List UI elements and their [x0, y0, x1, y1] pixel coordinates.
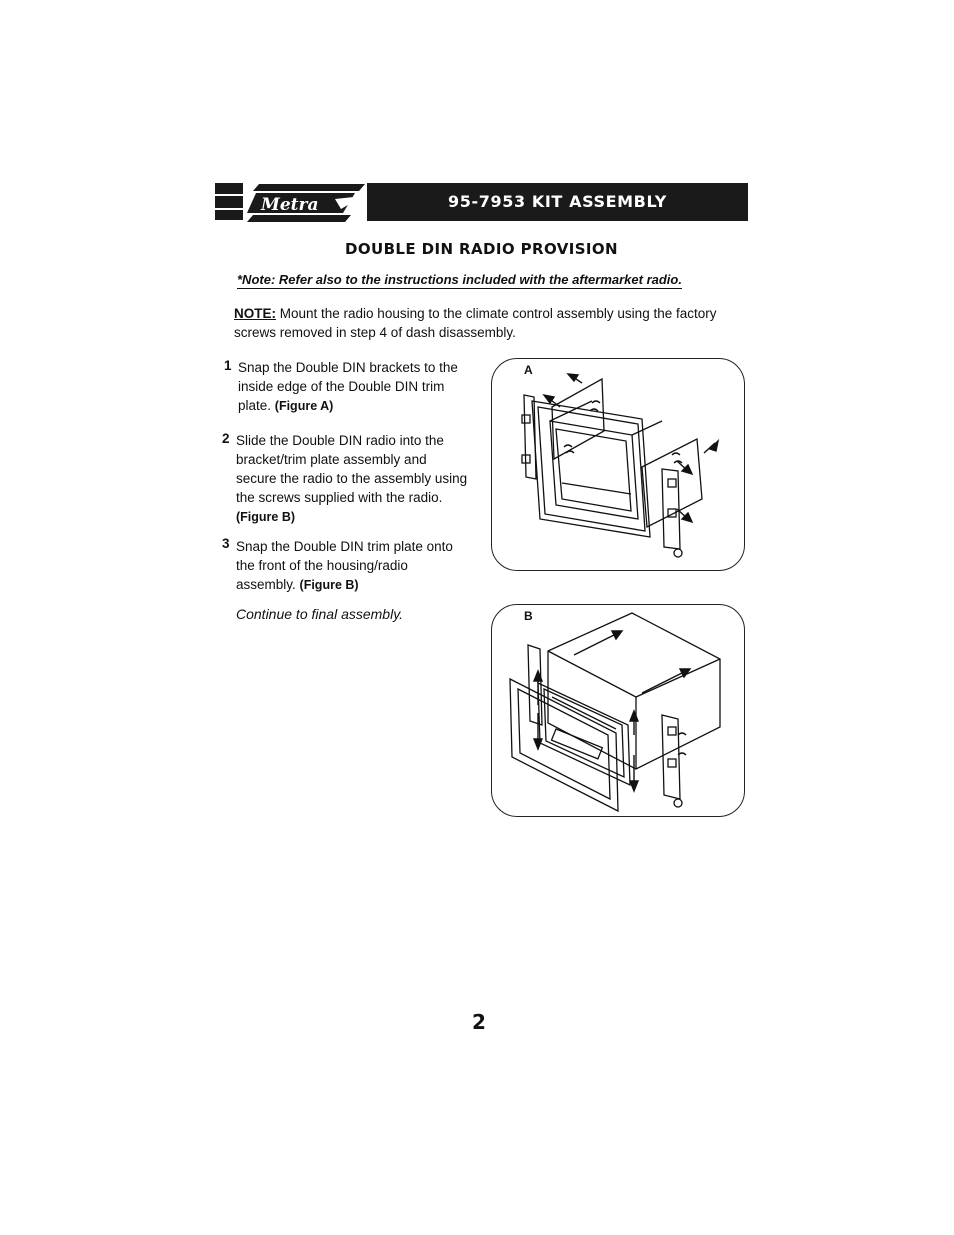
note-text: Mount the radio housing to the climate control assembly using the factory screws removed in step 4 of dash disassembly. [234, 306, 717, 340]
step-3-figure-ref: (Figure B) [299, 578, 359, 592]
step-2-body: Slide the Double DIN radio into the bracket/trim plate assembly and secure the radio to the assembly using the screws supplied with the radio. [236, 433, 468, 505]
continue-text: Continue to final assembly. [236, 606, 404, 622]
step-1-body: Snap the Double DIN brackets to the inside edge of the Double DIN trim plate. [238, 360, 458, 413]
metra-logo [247, 182, 367, 224]
figure-b [491, 604, 745, 817]
header-marker-block [215, 183, 243, 220]
logo-text: Metra [261, 195, 319, 215]
step-3-body: Snap the Double DIN trim plate onto the front of the housing/radio assembly. [236, 539, 453, 592]
step-1-figure-ref: (Figure A) [274, 399, 334, 413]
figure-b-illustration [492, 605, 745, 817]
step-1-text [238, 358, 470, 416]
figure-b-label: B [524, 609, 533, 623]
step-2-text [236, 431, 468, 527]
step-3-text [236, 537, 468, 595]
section-title: DOUBLE DIN RADIO PROVISION [345, 240, 618, 258]
figure-a-illustration [492, 359, 745, 571]
step-2-figure-ref: (Figure B) [236, 510, 296, 524]
page-number: 2 [472, 1010, 486, 1034]
page-title: 95-7953 KIT ASSEMBLY [367, 183, 748, 221]
figure-a [491, 358, 745, 571]
step-3-number: 3 [222, 536, 230, 551]
note-label: NOTE: [234, 306, 276, 321]
note-block [234, 304, 734, 342]
figure-a-label: A [524, 363, 533, 377]
step-2-number: 2 [222, 431, 230, 446]
step-1-number: 1 [224, 358, 232, 373]
note-italic: *Note: Refer also to the instructions included with the aftermarket radio. [237, 272, 682, 287]
